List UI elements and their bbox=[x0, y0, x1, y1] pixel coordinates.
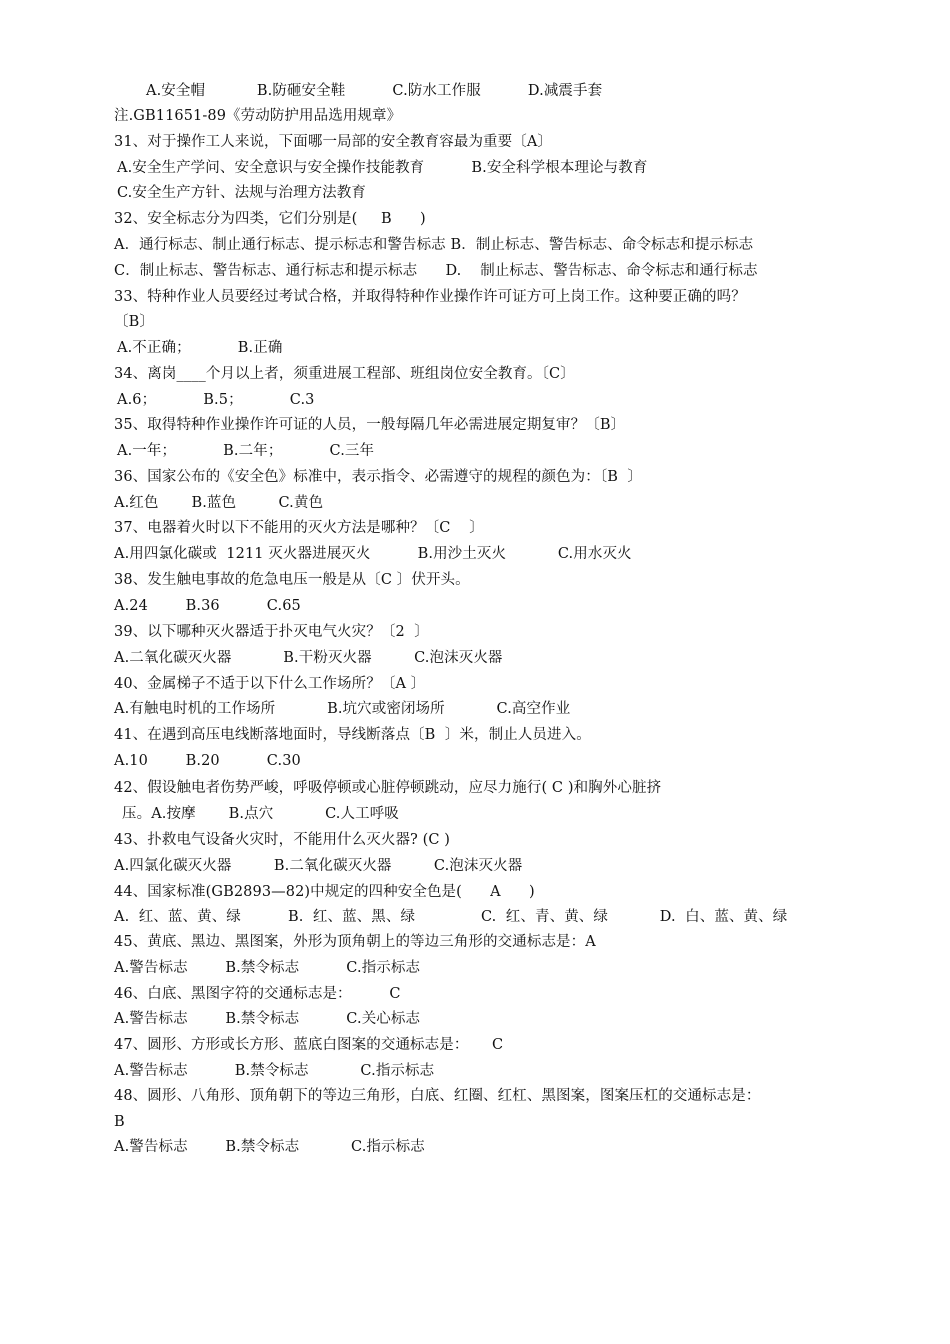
question-33: 33、特种作业人员要经过考试合格，并取得特种作业操作许可证方可上岗工作。这种要正确的吗？ bbox=[114, 289, 746, 305]
option-line: A.警告标志 B.禁令标志 C.关心标志 bbox=[114, 1011, 421, 1027]
option-line: A. 红、蓝、黄、绿 B. 红、蓝、黑、绿 C. 红、青、黄、绿 D. 白、蓝、黄、绿 bbox=[114, 909, 788, 925]
option-line: A.安全生产学问、安全意识与安全操作技能教育 B.安全科学根本理论与教育 bbox=[117, 160, 648, 176]
option-line: C.安全生产方针、法规与治理方法教育 bbox=[117, 185, 366, 201]
option-line: A.一年； B.二年； C.三年 bbox=[117, 443, 375, 459]
question-44: 44、国家标准(GB2893—82)中规定的四种安全色是( A ) bbox=[114, 884, 535, 900]
option-line: A.6； B.5； C.3 bbox=[117, 392, 315, 408]
option-line: A.四氯化碳灭火器 B.二氧化碳灭火器 C.泡沫灭火器 bbox=[114, 858, 523, 874]
option-line: A.10 B.20 C.30 bbox=[114, 753, 301, 769]
option-line: A.24 B.36 C.65 bbox=[114, 598, 301, 614]
option-line: A．通行标志、制止通行标志、提示标志和警告标志 B．制止标志、警告标志、命令标志和提示标志 bbox=[114, 237, 754, 253]
question-43: 43、扑救电气设备火灾时，不能用什么灭火器? (C ) bbox=[114, 832, 451, 848]
question-45: 45、黄底、黑边、黑图案，外形为顶角朝上的等边三角形的交通标志是：A bbox=[114, 934, 596, 950]
question-31: 31、对于操作工人来说，下面哪一局部的安全教育容最为重要〔A〕 bbox=[114, 134, 553, 150]
answer-line: B bbox=[114, 1114, 125, 1130]
question-39: 39、以下哪种灭火器适于扑灭电气火灾？〔2 〕 bbox=[114, 624, 429, 640]
option-line: C．制止标志、警告标志、通行标志和提示标志 D. 制止标志、警告标志、命令标志和通行标志 bbox=[114, 263, 758, 279]
question-32: 32、安全标志分为四类，它们分别是( B ) bbox=[114, 211, 426, 227]
option-line: A.有触电时机的工作场所 B.坑穴或密闭场所 C.高空作业 bbox=[114, 701, 571, 717]
question-35: 35、取得特种作业操作许可证的人员，一般每隔几年必需进展定期复审？〔B〕 bbox=[114, 417, 626, 433]
answer-line: 〔B〕 bbox=[114, 314, 154, 330]
question-41: 41、在遇到高压电线断落地面时，导线断落点〔B 〕米，制止人员进入。 bbox=[114, 727, 591, 743]
option-line: A.警告标志 B.禁令标志 C.指示标志 bbox=[114, 960, 421, 976]
question-40: 40、金属梯子不适于以下什么工作场所？〔A 〕 bbox=[114, 676, 426, 692]
option-line: A.安全帽 B.防砸安全鞋 C.防水工作服 D.减震手套 bbox=[146, 83, 603, 99]
question-37: 37、电器着火时以下不能用的灭火方法是哪种？〔C 〕 bbox=[114, 520, 484, 536]
option-line: A.警告标志 B.禁令标志 C.指示标志 bbox=[114, 1139, 425, 1155]
question-36: 36、国家公布的《安全色》标准中，表示指令、必需遵守的规程的颜色为：〔B 〕 bbox=[114, 469, 642, 485]
question-47: 47、圆形、方形或长方形、蓝底白图案的交通标志是： C bbox=[114, 1037, 504, 1053]
option-line: A.不正确； B.正确 bbox=[117, 340, 283, 356]
option-line: A.警告标志 B.禁令标志 C.指示标志 bbox=[114, 1063, 435, 1079]
question-48: 48、圆形、八角形、顶角朝下的等边三角形，白底、红圈、红杠、黑图案，图案压杠的交通标志是： bbox=[114, 1088, 761, 1104]
note-line: 注.GB11651-89《劳动防护用品选用规章》 bbox=[114, 108, 402, 124]
question-34: 34、离岗____个月以上者，须重进展工程部、班组岗位安全教育。〔C〕 bbox=[114, 366, 575, 382]
option-line: A.用四氯化碳或 1211 灭火器进展灭火 B.用沙土灭火 C.用水灭火 bbox=[114, 546, 632, 562]
option-line: A.红色 B.蓝色 C.黄色 bbox=[114, 495, 324, 511]
question-38: 38、发生触电事故的危急电压一般是从〔C 〕伏开头。 bbox=[114, 572, 470, 588]
question-42: 42、假设触电者伤势严峻，呼吸停顿或心脏停顿跳动，应尽力施行( C )和胸外心脏挤 bbox=[114, 780, 662, 796]
option-line: 压。A.按摩 B.点穴 C.人工呼吸 bbox=[122, 806, 399, 822]
option-line: A.二氧化碳灭火器 B.干粉灭火器 C.泡沫灭火器 bbox=[114, 650, 503, 666]
question-46: 46、白底、黑图字符的交通标志是： C bbox=[114, 986, 401, 1002]
